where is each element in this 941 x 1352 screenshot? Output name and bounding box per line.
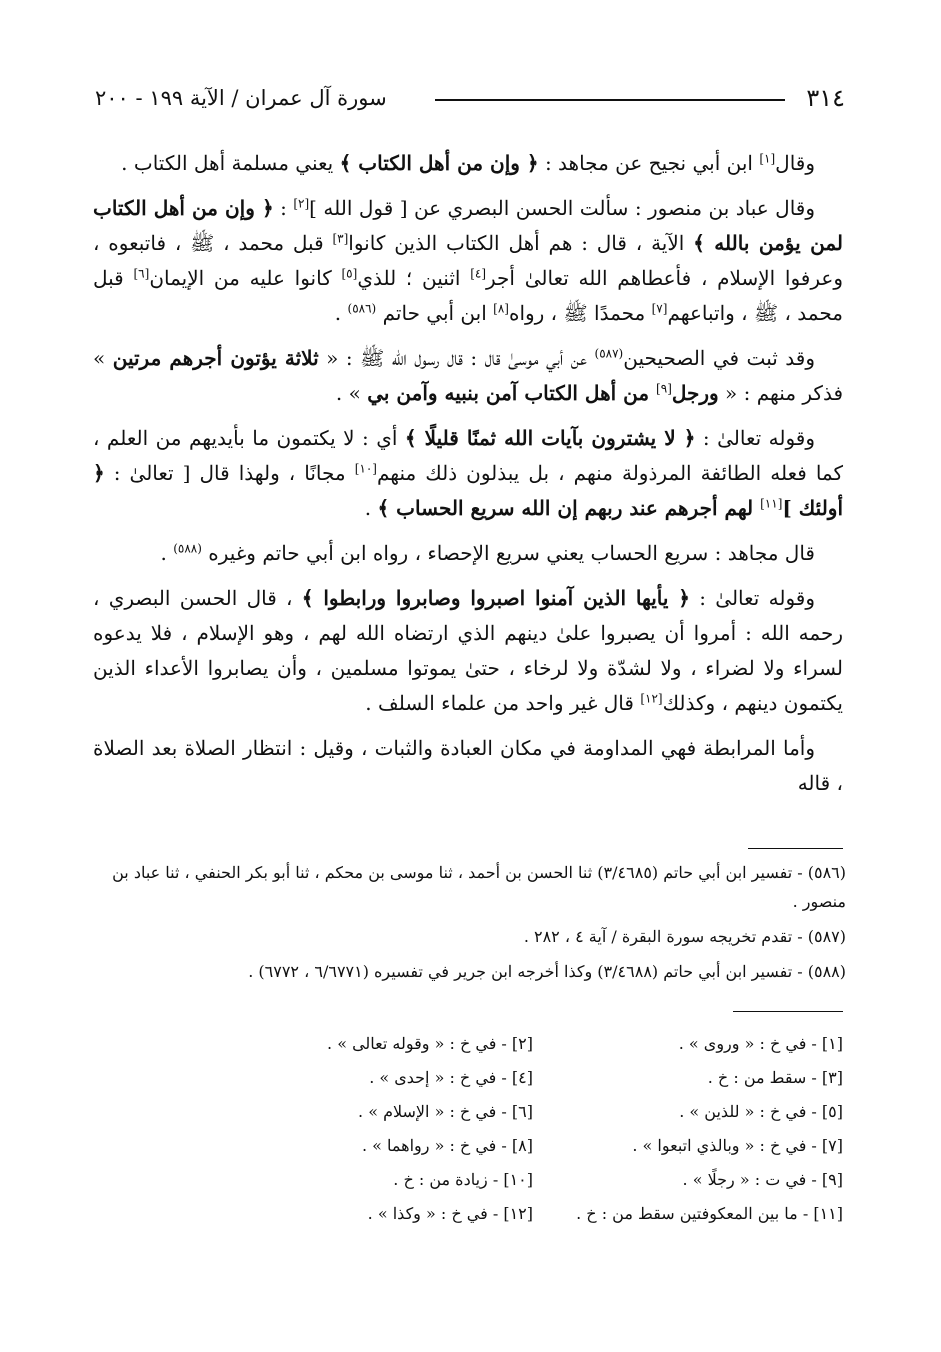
variant-note: [٥] - في خ : « للذين » . (679, 1102, 843, 1121)
note-marker: (٥٨٦) (347, 301, 377, 316)
text-run: وقال (775, 151, 815, 175)
text-run: قال مجاهد : سريع الحساب يعني سريع الإحصاء ، رواه ابن أبي حاتم وغيره (201, 541, 815, 565)
text-run: وقد ثبت في الصحيحين (623, 346, 816, 370)
footnote: (٥٨٧) - تقدم تخريجه سورة البقرة / آية ٤ ، ٢٨٢ . (523, 927, 846, 946)
text-run: اثنين ؛ للذي (357, 266, 471, 290)
text-run: مجانًا ، ولهذا قال [ تعالىٰ : (104, 461, 355, 485)
quoted-text: ﴿ وإن من أهل الكتاب لمن يؤمن بالله ﴾ (93, 196, 843, 255)
note-marker: [١] (759, 151, 776, 166)
paragraph (93, 191, 843, 331)
variant-note: [١٠] - زيادة من : خ . (393, 1170, 533, 1189)
note-marker: [٩] (656, 381, 672, 396)
text-run: . (334, 301, 348, 325)
variant-note: [١١] - ما بين المعكوفتين سقط من : خ . (576, 1204, 843, 1223)
note-marker: [١١] (760, 496, 783, 511)
variant-note: [٤] - في خ : « إحدى » . (369, 1068, 533, 1087)
footnote: (٥٨٨) - تفسير ابن أبي حاتم (٣/٤٦٨٨) وكذا أخرجه ابن جرير في تفسيره (٦/٦٧٧١ ، ٦٧٧٢) . (248, 962, 846, 981)
paragraph (93, 536, 843, 571)
footnotes (91, 858, 846, 992)
note-marker: [٣] (332, 231, 349, 246)
text-run: » فذكر منهم : « (93, 346, 843, 405)
paragraph (93, 421, 843, 526)
paragraph (93, 341, 843, 411)
note-marker: (٥٨٧) (594, 346, 624, 361)
page-header (95, 78, 845, 118)
note-marker: [٦] (133, 266, 150, 281)
note-marker: [٢] (293, 196, 310, 211)
footnote-divider (748, 848, 843, 849)
paragraph (93, 731, 843, 801)
text-run: : (273, 196, 294, 220)
text-run: وقال عباد بن منصور : سألت الحسن البصري عن [ قول الله ] (309, 196, 816, 220)
manuscript-variants (283, 1030, 843, 1228)
text-run: عن أبي موسىٰ قال : قال رسول الله ﷺ : « (318, 346, 595, 370)
text-run: أي : لا يكتمون ما بأيديهم من العلم ، كما فعله الطائفة المرذولة منهم ، بل يبذلون ذلك منهم (93, 426, 843, 485)
note-marker: [٤] (470, 266, 487, 281)
note-marker: (٥٨٨) (173, 541, 202, 556)
variant-note: [٨] - في خ : « رواهما » . (361, 1136, 533, 1155)
header-rule (435, 99, 785, 101)
page-number: ٣١٤ (806, 84, 845, 112)
paragraph (93, 146, 843, 181)
variant-note: [١٢] - في خ : « وكذا » . (367, 1204, 533, 1223)
note-marker: [٥] (341, 266, 358, 281)
text-run: يعني مسلمة أهل الكتاب . (121, 151, 340, 175)
quoted-text: من أهل الكتاب آمن بنبيه وآمن بي (367, 381, 657, 405)
main-text (93, 146, 843, 811)
text-run: قبل محمد ، ﷺ ، واتباعهم (93, 266, 843, 325)
quoted-text: ثلاثة يؤتون أجرهم مرتين (112, 346, 319, 370)
quoted-text: لهم أجرهم عند ربهم إن الله سريع الحساب ﴾ (377, 496, 761, 520)
text-run: . (160, 541, 174, 565)
variants-divider (733, 1011, 843, 1012)
text-run: وأما المرابطة فهي المداومة في مكان العبادة والثبات ، وقيل : انتظار الصلاة بعد الصلاة ، قاله (93, 736, 843, 795)
quoted-text: ﴿ لا يشترون بآيات الله ثمنًا قليلًا ﴾ (404, 426, 696, 450)
quoted-text: ﴿ يأيها الذين آمنوا اصبروا وصابروا ورابطوا ﴾ (301, 586, 691, 610)
text-run: . (364, 496, 378, 520)
text-run: ابن أبي حاتم (376, 301, 494, 325)
running-title: سورة آل عمران / الآية ١٩٩ - ٢٠٠ (95, 86, 387, 110)
quoted-text: ورجل (671, 381, 719, 405)
variant-note: [٢] - في خ : « وقوله تعالى » . (327, 1034, 533, 1053)
text-run: » . (335, 381, 368, 405)
text-run: وقوله تعالىٰ : (690, 586, 815, 610)
text-run: وقوله تعالىٰ : (695, 426, 815, 450)
note-marker: [١٠] (354, 461, 377, 476)
note-marker: [١٢] (640, 691, 663, 706)
footnote: (٥٨٦) - تفسير ابن أبي حاتم (٣/٤٦٨٥) ثنا الحسن بن أحمد ، ثنا موسى بن محكم ، ثنا أبو بكر الحنفي ، ثنا عباد بن منصور . (112, 863, 846, 911)
paragraph (93, 581, 843, 721)
variant-note: [١] - في خ : « وروى » . (678, 1034, 843, 1053)
quoted-text: ﴿ وإن من أهل الكتاب ﴾ (339, 151, 539, 175)
text-run: كانوا عليه من الإيمان (149, 266, 342, 290)
note-marker: [٧] (651, 301, 668, 316)
variant-note: [٧] - في خ : « وبالذي اتبعوا » . (632, 1136, 843, 1155)
text-run: قبل محمد ، ﷺ ، فاتبعوه ، وعرفوا الإسلام ، فأعطاهم الله تعالىٰ أجر (93, 231, 843, 290)
text-run: ، قال الحسن البصري ، رحمه الله : أمروا أن يصبروا علىٰ دينهم الذي ارتضاه الله لهم ، وهو الإسلام ، فلا يدعوه لسراء ولا لضراء ، ولا لشدّة ولا لرخاء ، حتىٰ يموتوا مسلمين ، وأن يصابروا الأعداء الذين يكتمون دينهم ، وكذلك (93, 586, 843, 715)
text-run: ابن أبي نجيح عن مجاهد : (538, 151, 760, 175)
text-run: محمدًا ﷺ ، رواه (508, 301, 652, 325)
variant-note: [٩] - في ت : « رجلًا » . (682, 1170, 843, 1189)
note-marker: [٨] (493, 301, 509, 316)
variant-note: [٦] - في خ : « الإسلام » . (358, 1102, 533, 1121)
text-run: قال غير واحد من علماء السلف . (365, 691, 641, 715)
variant-note: [٣] - سقط من : خ . (707, 1068, 843, 1087)
text-run: الآية ، قال : هم أهل الكتاب الذين كانوا (348, 231, 694, 255)
quoted-text: ﴿ أولئك ] (93, 461, 843, 520)
